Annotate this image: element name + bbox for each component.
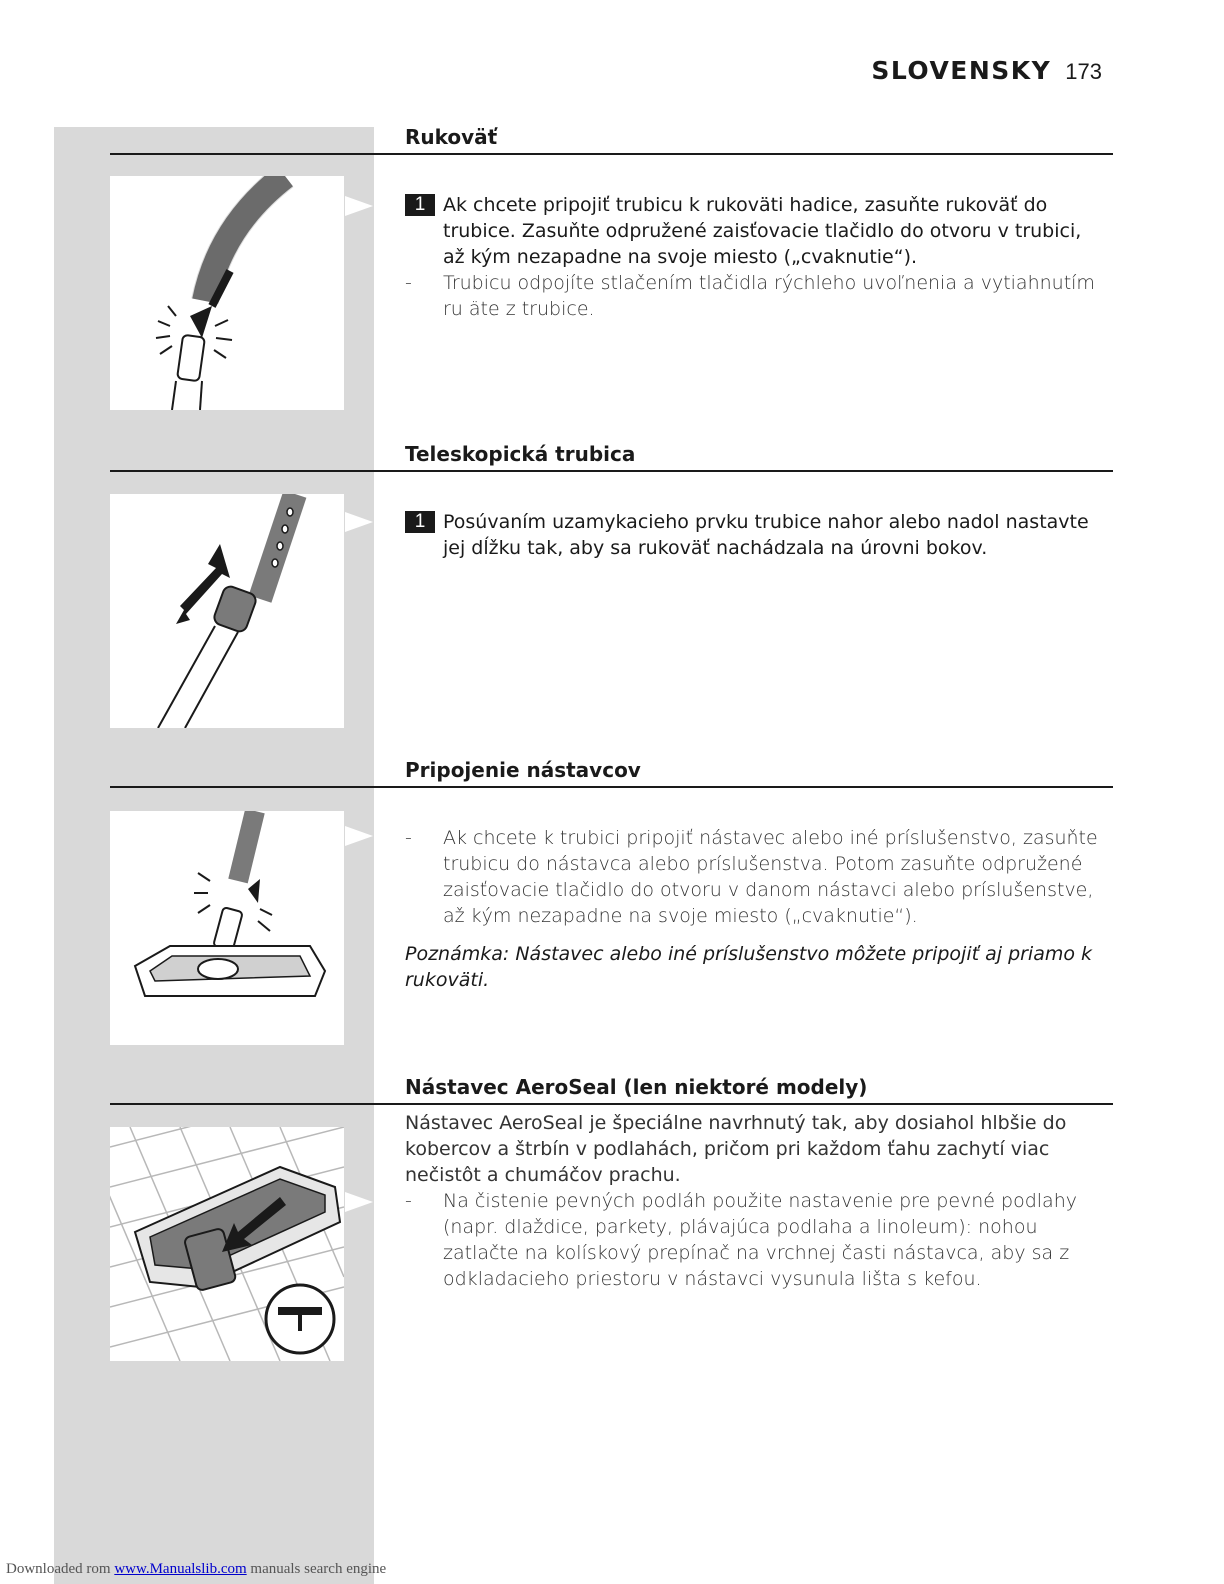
nozzle-attach-icon (110, 811, 344, 1045)
bullet-item (405, 825, 1105, 929)
manualslib-link[interactable]: www.Manualslib.com (114, 1561, 247, 1577)
intro-paragraph: Nástavec AeroSeal je špeciálne navrhnutý tak, aby dosiahol hlbšie do kobercov a štrbín v podlahách, pričom pri každom ťahu zachytí viac nečistôt a chumáčov prachu. (405, 1112, 1067, 1186)
bullet-dash: - (405, 1190, 412, 1212)
page-header (871, 56, 1102, 85)
section-divider (110, 786, 1113, 788)
section-title-aeroseal: Nástavec AeroSeal (len niektoré modely) (405, 1075, 868, 1099)
figure-pointer (345, 826, 373, 846)
language-label: SLOVENSKY (871, 56, 1052, 85)
step-item (405, 509, 1105, 561)
bullet-text: Trubicu odpojíte stlačením tlačidla rýchleho uvoľnenia a vytiahnutím ru äte z trubice. (443, 272, 1095, 320)
bullet-dash: - (405, 272, 412, 294)
footer-suffix: manuals search engine (246, 1561, 387, 1577)
section-body-attachments (405, 825, 1105, 993)
figure-pointer (345, 512, 373, 532)
note-text: Poznámka: Nástavec alebo iné príslušenstvo môžete pripojiť aj priamo k rukoväti. (405, 943, 1093, 991)
bullet-item (405, 270, 1105, 322)
section-body-aeroseal (405, 1110, 1105, 1292)
step-text: Posúvaním uzamykacieho prvku trubice nahor alebo nadol nastavte jej dĺžku tak, aby sa rukoväť nachádzala na úrovni bokov. (443, 511, 1089, 559)
section-title-attachments: Pripojenie nástavcov (405, 758, 641, 782)
section-body-handle (405, 192, 1105, 322)
bullet-text: Ak chcete k trubici pripojiť nástavec alebo iné príslušenstvo, zasuňte trubicu do nástavca alebo príslušenstva. Potom zasuňte odpružené zaisťovacie tlačidlo do otvoru v danom nástavci alebo príslušenstve, až kým nezapadne na svoje miesto („cvaknutie“). (443, 827, 1098, 927)
section-body-telescopic (405, 509, 1105, 561)
step-number: 1 (405, 511, 435, 533)
figure-pointer (345, 196, 373, 216)
step-text: Ak chcete pripojiť trubicu k rukoväti hadice, zasuňte rukoväť do trubice. Zasuňte odpružené zaisťovacie tlačidlo do otvoru v trubici, až kým nezapadne na svoje miesto („cvaknutie“). (443, 194, 1082, 268)
section-divider (110, 153, 1113, 155)
figure-telescopic (110, 494, 344, 728)
step-item (405, 192, 1105, 270)
footer-prefix: Downloaded rom (6, 1561, 115, 1577)
download-footer (6, 1561, 386, 1578)
page-number: 173 (1065, 59, 1102, 84)
figure-pointer (345, 1192, 373, 1212)
section-divider (110, 470, 1113, 472)
step-number: 1 (405, 194, 435, 216)
telescopic-tube-icon (110, 494, 344, 728)
hose-handle-click-icon (110, 176, 344, 410)
section-title-telescopic: Teleskopická trubica (405, 442, 636, 466)
figure-attachments (110, 811, 344, 1045)
aeroseal-nozzle-icon (110, 1127, 344, 1361)
bullet-text: Na čistenie pevných podláh použite nastavenie pre pevné podlahy (napr. dlaždice, parkety, plávajúca podlaha a linoleum): nohou zatlačte na kolískový prepínač na vrchnej časti nástavca, aby sa z odkladacieho priestoru v nástavci vysunula lišta s kefou. (443, 1190, 1077, 1290)
section-divider (110, 1103, 1113, 1105)
section-title-handle: Rukoväť (405, 125, 498, 149)
figure-handle (110, 176, 344, 410)
bullet-item (405, 1188, 1105, 1292)
figure-aeroseal (110, 1127, 344, 1361)
bullet-dash: - (405, 827, 412, 849)
